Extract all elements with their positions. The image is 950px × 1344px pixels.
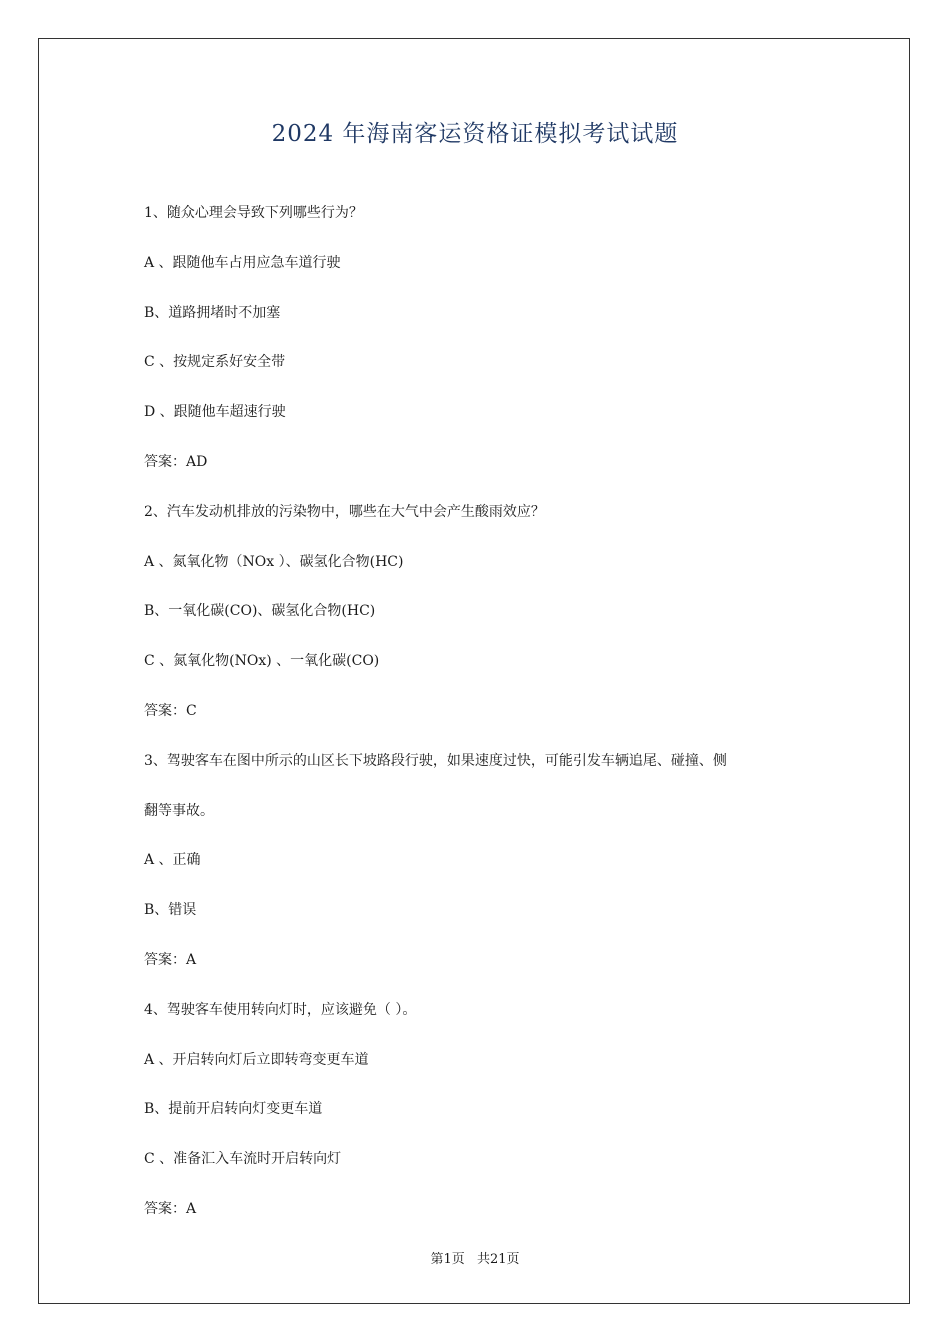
question-3: 3、驾驶客车在图中所示的山区长下坡路段行驶，如果速度过快，可能引发车辆追尾、碰撞、侧: [144, 752, 727, 769]
question-3-answer: 答案：A: [144, 951, 197, 968]
document-body: [144, 200, 824, 1246]
question-1-option-a: A 、跟随他车占用应急车道行驶: [144, 254, 341, 271]
question-1-answer: 答案：AD: [144, 453, 208, 470]
question-1-option-d: D 、跟随他车超速行驶: [144, 404, 286, 421]
question-1-option-b: B、道路拥堵时不加塞: [144, 304, 281, 321]
question-4-option-c: C 、准备汇入车流时开启转向灯: [144, 1151, 342, 1168]
question-2: 2、汽车发动机排放的污染物中，哪些在大气中会产生酸雨效应？: [144, 503, 545, 520]
document-title: 2024 年海南客运资格证模拟考试试题: [271, 121, 679, 147]
question-3-continued: 翻等事故。: [144, 802, 214, 819]
question-4-answer: 答案：A: [144, 1200, 197, 1217]
question-1-option-c: C 、按规定系好安全带: [144, 354, 286, 371]
page-total: 共21页: [476, 1252, 520, 1267]
question-2-option-a: A 、氮氧化物（NOx ）、碳氢化合物(HC): [144, 553, 404, 570]
question-4: 4、驾驶客车使用转向灯时，应该避免（ ）。: [144, 1001, 417, 1018]
question-2-option-c: C 、氮氧化物(NOx) 、一氧化碳(CO): [144, 653, 380, 670]
question-3-option-a: A 、正确: [144, 852, 201, 869]
question-3-option-b: B、错误: [144, 902, 197, 919]
page-number: 第1页: [430, 1252, 465, 1267]
page-footer: [0, 1248, 950, 1267]
question-4-option-a: A 、开启转向灯后立即转弯变更车道: [144, 1051, 369, 1068]
question-1: 1、随众心理会导致下列哪些行为？: [144, 205, 363, 221]
question-2-option-b: B、一氧化碳(CO)、碳氢化合物(HC): [144, 603, 376, 620]
question-4-option-b: B、提前开启转向灯变更车道: [144, 1101, 323, 1118]
question-2-answer: 答案：C: [144, 702, 197, 719]
